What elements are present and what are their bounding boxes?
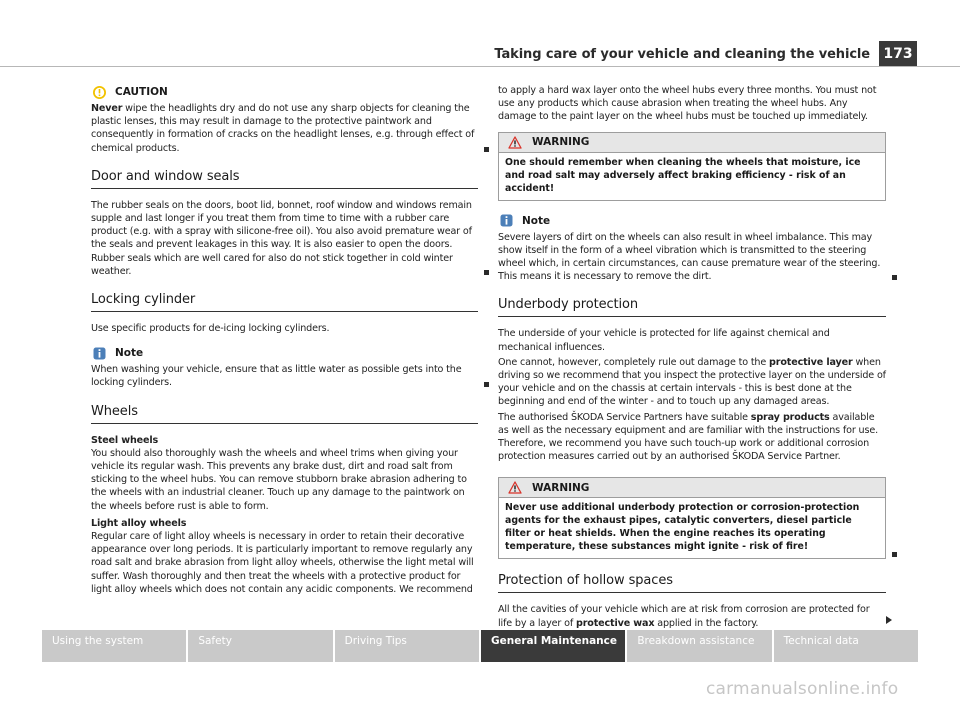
continue-arrow-icon <box>886 615 892 628</box>
warning-text: One should remember when cleaning the wheels that moisture, ice and road salt may adversely affect braking efficiency - risk of an accident! <box>505 156 861 194</box>
nav-tab-driving-tips[interactable]: Driving Tips <box>335 630 479 662</box>
page-number: 173 <box>879 41 917 67</box>
left-column <box>91 84 478 596</box>
heading-wheels: Wheels <box>91 404 478 424</box>
right-column <box>498 84 886 630</box>
heading-underbody-protection: Underbody protection <box>498 297 886 317</box>
alloy-wheels-title: Light alloy wheels <box>91 517 187 529</box>
underbody-p3-text-c: available as well as the necessary equipment and are familiar with the instructions for use. Therefore, we recommend you have such touch-up work or additional corrosion protection measures carried out by an authorised ŠKODA Service Partner. <box>498 411 878 463</box>
hollow-text <box>498 603 886 629</box>
nav-tab-general-maintenance[interactable]: General Maintenance <box>481 630 625 662</box>
note-label: Note <box>522 214 551 227</box>
warning-label: WARNING <box>532 481 590 494</box>
hollow-text-c: applied in the factory. <box>654 617 759 629</box>
nav-tab-using-the-system[interactable]: Using the system <box>42 630 186 662</box>
info-icon <box>93 347 106 360</box>
underbody-p3-bold: spray products <box>750 411 830 423</box>
warning-text: Never use additional underbody protection or corrosion-protection agents for the exhaust pipes, catalytic converters, diesel particle filter or heat shields. When the engine reaches its operating temperature, these substances might ignite - risk of fire! <box>505 502 860 553</box>
caution-lead: Never <box>91 103 123 114</box>
underbody-p3 <box>498 411 886 464</box>
warning-label: WARNING <box>532 136 590 149</box>
underbody-p3-text-a: The authorised ŠKODA Service Partners have suitable <box>498 411 751 423</box>
header-rule <box>0 66 960 67</box>
door-seals-text: The rubber seals on the doors, boot lid, bonnet, roof window and windows remain supple and last longer if you treat them from time to time with a rubber care product (e.g. with a spray with silicone-free oil). You also avoid premature wear of the seals and prevent leakages in this way. It is also easier to open the doors. Rubber seals which are well cared for also do not stick together in cold winter weather. <box>91 199 472 277</box>
underbody-p2-bold: protective layer <box>769 356 853 368</box>
caution-text: wipe the headlights dry and do not use any sharp objects for cleaning the plastic lenses, this may result in damage to the protective paintwork and consequently in formation of cracks on the headlight lenses, e.g. through effect of chemical products. <box>91 103 475 154</box>
nav-tab-breakdown-assistance[interactable]: Breakdown assistance <box>627 630 771 662</box>
heading-locking-cylinder: Locking cylinder <box>91 292 478 312</box>
note-block <box>498 213 886 284</box>
note-label: Note <box>115 347 144 360</box>
steel-wheels-text: You should also thoroughly wash the wheels and wheel trims when giving your vehicle its regular wash. This prevents any brake dust, dirt and road salt from sticking to the wheel hubs. You can remove stubborn brake abrasion adhering to the wheels with an industrial cleaner. Touch up any damage to the paintwork on the wheels before rust is able to form. <box>91 447 467 512</box>
section-end-marker <box>892 275 897 280</box>
nav-tab-safety[interactable]: Safety <box>188 630 332 662</box>
warning-triangle-icon <box>508 481 522 494</box>
underbody-p2 <box>498 356 886 409</box>
watermark: carmanualsonline.info <box>706 679 899 699</box>
caution-label: CAUTION <box>115 86 168 98</box>
caution-block <box>91 84 478 155</box>
hollow-text-bold: protective wax <box>575 617 655 629</box>
hollow-text-a: All the cavities of your vehicle which are at risk from corrosion are protected for life by a layer of <box>498 604 870 629</box>
locking-note-text: When washing your vehicle, ensure that as little water as possible gets into the locking cylinders. <box>91 364 462 389</box>
warning-triangle-icon <box>508 136 522 149</box>
wheels-continued-text: to apply a hard wax layer onto the wheel hubs every three months. You must not use any products which cause abrasion when treating the wheel hubs. Any damage to the paint layer on the wheel hubs must be touched up immediately. <box>498 85 877 123</box>
page-header-title: Taking care of your vehicle and cleaning the vehicle <box>494 47 870 62</box>
caution-icon <box>93 86 106 99</box>
info-icon <box>500 214 513 227</box>
section-end-marker <box>484 270 489 275</box>
locking-text: Use specific products for de-icing locking cylinders. <box>91 323 330 335</box>
chapter-navigation <box>42 630 918 662</box>
alloy-wheels-text: Regular care of light alloy wheels is necessary in order to retain their decorative appearance over long periods. It is particularly important to remove regularly any road salt and brake abrasion from light alloy wheels, otherwise the light metal will suffer. Wash thoroughly and then treat the wheels with a protective product for light alloy wheels which does not contain any acidic components. We recommend <box>91 531 474 595</box>
note-block <box>91 345 478 389</box>
section-end-marker <box>484 382 489 387</box>
section-end-marker <box>484 147 489 152</box>
underbody-p2-text-c: when driving so we recommend that you inspect the protective layer on the underside of your vehicle and on the chassis at certain intervals - this is best done at the beginning and end of the winter - and to touch up any damaged areas. <box>498 356 886 408</box>
nav-tab-technical-data[interactable]: Technical data <box>774 630 918 662</box>
wheel-note-text: Severe layers of dirt on the wheels can also result in wheel imbalance. This may show itself in the form of a wheel vibration which is transmitted to the steering wheel which, in certain circumstances, can cause premature wear of the steering. This means it is necessary to remove the dirt. <box>498 231 881 283</box>
underbody-p1: The underside of your vehicle is protected for life against chemical and mechanical influences. <box>498 328 830 353</box>
heading-door-window-seals: Door and window seals <box>91 169 478 189</box>
warning-box-fire <box>498 477 886 559</box>
underbody-p2-text-a: One cannot, however, completely rule out damage to the <box>498 356 770 368</box>
section-end-marker <box>892 552 897 557</box>
steel-wheels-title: Steel wheels <box>91 434 159 446</box>
heading-hollow-spaces: Protection of hollow spaces <box>498 573 886 593</box>
warning-box-braking <box>498 132 886 201</box>
